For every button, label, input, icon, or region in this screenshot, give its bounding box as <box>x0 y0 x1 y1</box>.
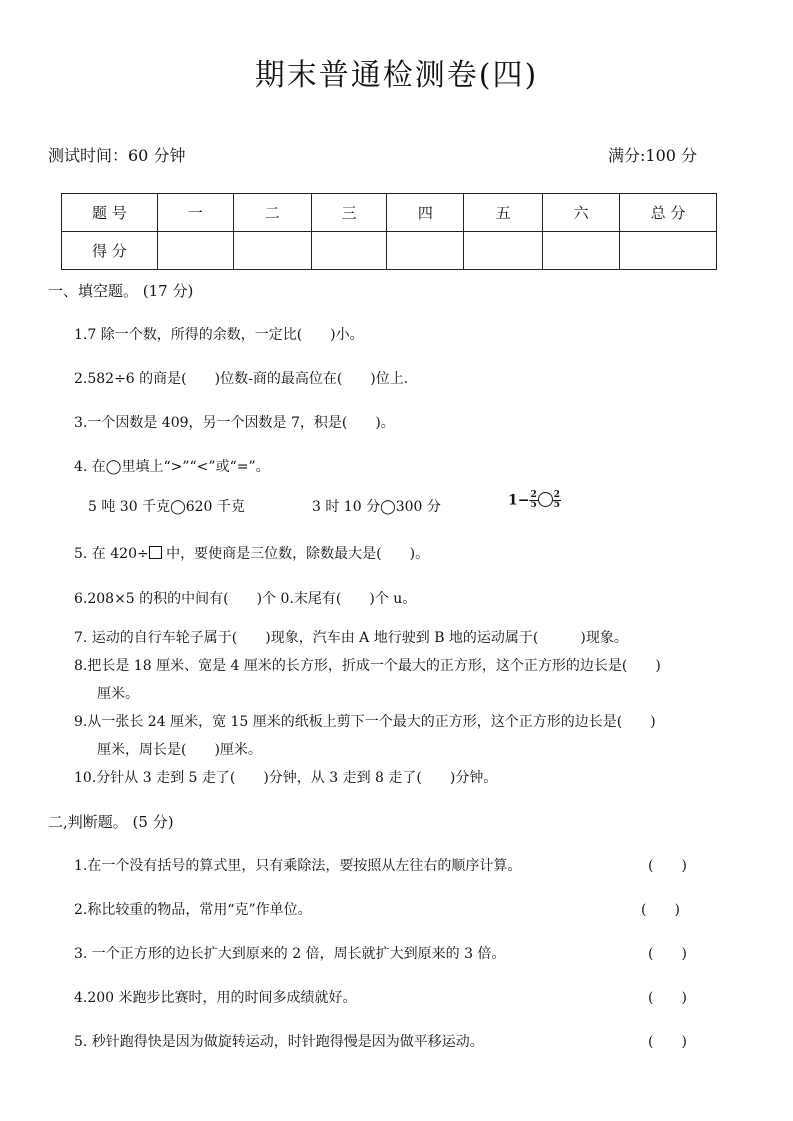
table-cell: 总 分 <box>620 194 717 232</box>
fraction-right <box>553 491 561 510</box>
judge-bracket-3[interactable]: ( ) <box>648 946 687 962</box>
question-9-continuation: 厘米，周长是( )厘米。 <box>97 742 262 758</box>
question-9: 9.从一张长 24 厘米，宽 15 厘米的纸板上剪下一个最大的正方形，这个正方形的边长是( ) <box>74 714 656 730</box>
question-8: 8.把长是 18 厘米、宽是 4 厘米的长方形，折成一个最大的正方形，这个正方形的边长是( ) <box>74 658 661 674</box>
question-4: 4. 在◯里填上“>”“<”或“=”。 <box>74 459 270 475</box>
judge-item-1: 1.在一个没有括号的算式里，只有乘除法，要按照从左往右的顺序计算。 <box>74 858 522 874</box>
question-3: 3.一个因数是 409，另一个因数是 7，积是( )。 <box>74 415 395 431</box>
table-cell: 二 <box>233 194 311 232</box>
table-cell: 五 <box>464 194 543 232</box>
judge-bracket-4[interactable]: ( ) <box>648 990 687 1006</box>
judge-item-3: 3. 一个正方形的边长扩大到原来的 2 倍，周长就扩大到原来的 3 倍。 <box>74 946 506 962</box>
table-cell: 一 <box>157 194 233 232</box>
score-cell[interactable] <box>620 232 717 270</box>
question-6: 6.208×5 的积的中间有( )个 0.末尾有( )个 u。 <box>74 591 417 607</box>
question-2: 2.582÷6 的商是( )位数-商的最高位在( )位上. <box>74 371 409 387</box>
question-1: 1.7 除一个数，所得的余数，一定比( )小。 <box>74 327 364 343</box>
compare-circle-icon <box>538 492 553 507</box>
compare-item-b: 3 时 10 分◯300 分 <box>312 499 441 515</box>
question-5-part-b: 中，要使商是三位数，除数最大是( )。 <box>161 546 430 562</box>
score-cell[interactable] <box>387 232 464 270</box>
judge-bracket-5[interactable]: ( ) <box>648 1034 687 1050</box>
blank-box-icon <box>149 546 162 559</box>
judge-item-5: 5. 秒针跑得快是因为做旋转运动，时针跑得慢是因为做平移运动。 <box>74 1034 484 1050</box>
table-cell: 得 分 <box>62 232 158 270</box>
section-heading-fill-blank: 一、填空题。 (17 分) <box>48 282 194 300</box>
test-duration: 测试时间：60 分钟 <box>48 146 186 165</box>
table-cell: 六 <box>543 194 620 232</box>
question-7: 7. 运动的自行车轮子属于( )现象，汽车由 A 地行驶到 B 地的运动属于( )现象。 <box>74 630 628 646</box>
compare-item-c <box>508 491 561 510</box>
score-cell[interactable] <box>543 232 620 270</box>
score-table <box>61 193 717 270</box>
table-cell: 三 <box>311 194 387 232</box>
score-cell[interactable] <box>311 232 387 270</box>
judge-bracket-2[interactable]: ( ) <box>641 902 680 918</box>
score-cell[interactable] <box>157 232 233 270</box>
score-table-header-row <box>62 194 717 232</box>
score-table-score-row <box>62 232 717 270</box>
score-cell[interactable] <box>464 232 543 270</box>
fraction-prefix: 1− <box>508 492 530 509</box>
score-cell[interactable] <box>233 232 311 270</box>
question-8-continuation: 厘米。 <box>97 686 139 702</box>
question-5 <box>74 543 429 563</box>
fraction-left <box>529 491 537 510</box>
judge-bracket-1[interactable]: ( ) <box>648 858 687 874</box>
question-10: 10.分针从 3 走到 5 走了( )分钟，从 3 走到 8 走了( )分钟。 <box>74 770 498 786</box>
question-5-part-a: 5. 在 420÷ <box>74 546 149 562</box>
full-score: 满分:100 分 <box>608 146 698 165</box>
fraction-denominator: 5 <box>530 500 537 510</box>
table-cell: 四 <box>387 194 464 232</box>
fraction-numerator: 2 <box>553 490 561 500</box>
judge-item-4: 4.200 米跑步比赛时，用的时间多成绩就好。 <box>74 990 357 1006</box>
judge-item-2: 2.称比较重的物品，常用“克”作单位。 <box>74 902 312 918</box>
section-heading-true-false: 二,判断题。 (5 分) <box>48 813 174 831</box>
table-cell: 题 号 <box>62 194 158 232</box>
fraction-denominator: 5 <box>553 500 561 510</box>
fraction-numerator: 2 <box>530 490 537 500</box>
page-title: 期末普通检测卷(四) <box>254 58 539 93</box>
compare-item-a: 5 吨 30 千克◯620 千克 <box>88 499 245 515</box>
